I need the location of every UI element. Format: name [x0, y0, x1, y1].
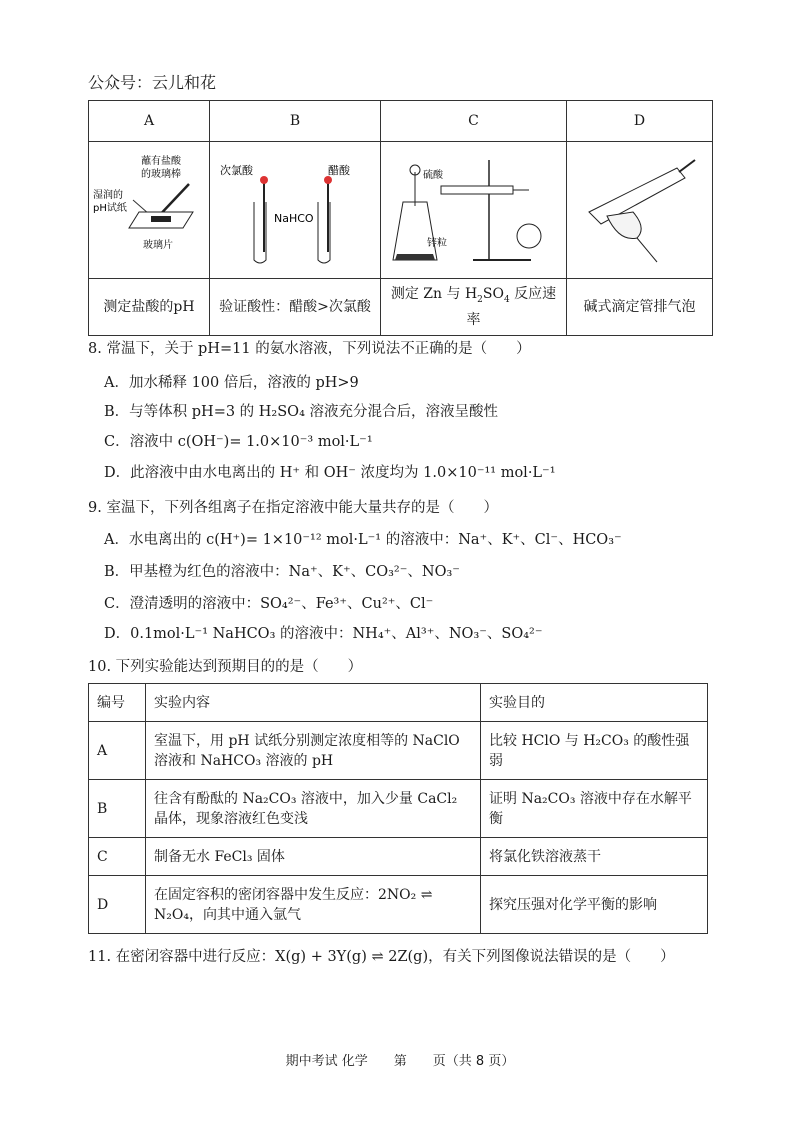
dropper-bulb-right	[324, 176, 332, 184]
row-id: B	[89, 780, 146, 838]
col-header-d: D	[567, 101, 713, 142]
caption-c-sub-2: 4	[503, 294, 510, 305]
q8-option-a: A．加水稀释 100 倍后，溶液的 pH>9	[104, 375, 359, 391]
experiment-table	[88, 683, 708, 934]
q11-stem: 11. 在密闭容器中进行反应：X(g) + 3Y(g) ⇌ 2Z(g)，有关下列图像说法错误的是（ ）	[88, 949, 675, 965]
caption-a: 测定盐酸的pH	[89, 279, 210, 336]
row-content: 室温下，用 pH 试纸分别测定浓度相等的 NaClO 溶液和 NaHCO₃ 溶液的 pH	[146, 722, 481, 780]
table-row	[89, 838, 708, 876]
wrist-line	[637, 238, 657, 262]
label-rod-1: 蘸有盐酸	[141, 156, 181, 167]
label-slide: 玻璃片	[143, 240, 173, 251]
caption-c-part-2: SO	[482, 286, 504, 303]
caption-c-sub-1: 2	[477, 294, 483, 305]
col-header-b: B	[210, 101, 381, 142]
row-purpose: 探究压强对化学平衡的影响	[481, 876, 708, 934]
row-content: 在固定容积的密闭容器中发生反应：2NO₂ ⇌ N₂O₄，向其中通入氩气	[146, 876, 481, 934]
row-purpose: 比较 HClO 与 H₂CO₃ 的酸性强弱	[481, 722, 708, 780]
caption-c-part-3: 反应速率	[466, 286, 557, 328]
label-sulfuric: 硫酸	[423, 170, 443, 181]
header-id: 编号	[89, 684, 146, 722]
label-paper-1: 湿润的	[93, 190, 123, 201]
row-id: D	[89, 876, 146, 934]
table-row	[89, 780, 708, 838]
stopwatch	[517, 224, 541, 248]
q8-option-d: D．此溶液中由水电离出的 H⁺ 和 OH⁻ 浓度均为 1.0×10⁻¹¹ mol·L⁻¹	[104, 465, 556, 481]
figure-b-cell	[210, 142, 381, 279]
dropper-bulb-left	[260, 176, 268, 184]
caption-c	[381, 279, 567, 336]
row-content: 制备无水 FeCl₃ 固体	[146, 838, 481, 876]
burette-figure	[567, 142, 712, 274]
label-zinc: 锌粒	[427, 238, 447, 249]
label-rod-2: 的玻璃棒	[141, 169, 181, 180]
acid-test-figure	[210, 142, 380, 274]
q10-stem: 10. 下列实验能达到预期目的的是（ ）	[88, 659, 363, 675]
hand	[607, 212, 641, 239]
col-header-c: C	[381, 101, 567, 142]
page-header: 公众号：云儿和花	[88, 73, 217, 92]
q9-option-b: B．甲基橙为红色的溶液中：Na⁺、K⁺、CO₃²⁻、NO₃⁻	[104, 564, 460, 580]
apparatus-table	[88, 100, 713, 336]
table-row	[89, 876, 708, 934]
syringe	[441, 186, 513, 194]
figure-d-cell	[567, 142, 713, 279]
label-nahco3: NaHCO	[274, 212, 314, 225]
q9-option-d: D．0.1mol·L⁻¹ NaHCO₃ 的溶液中：NH₄⁺、Al³⁺、NO₃⁻、SO₄²⁻	[104, 626, 543, 642]
burette-tube	[589, 168, 685, 224]
row-content: 往含有酚酞的 Na₂CO₃ 溶液中，加入少量 CaCl₂ 晶体，现象溶液红色变浅	[146, 780, 481, 838]
header-content: 实验内容	[146, 684, 481, 722]
reaction-rate-figure	[381, 142, 566, 274]
label-paper-2: pH试纸	[93, 203, 127, 214]
caption-d: 碱式滴定管排气泡	[567, 279, 713, 336]
table-row	[89, 722, 708, 780]
header-purpose: 实验目的	[481, 684, 708, 722]
caption-c-part-1: 测定 Zn 与 H	[390, 286, 478, 303]
burette-tip	[679, 160, 695, 172]
flask	[393, 202, 437, 260]
row-id: A	[89, 722, 146, 780]
q9-option-a: A．水电离出的 c(H⁺)= 1×10⁻¹² mol·L⁻¹ 的溶液中：Na⁺、K⁺、Cl⁻、HCO₃⁻	[104, 532, 622, 548]
ph-paper-figure	[89, 142, 209, 274]
figure-c-cell	[381, 142, 567, 279]
q8-option-b: B．与等体积 pH=3 的 H₂SO₄ 溶液充分混合后，溶液呈酸性	[104, 404, 498, 420]
label-hclo: 次氯酸	[220, 164, 253, 177]
label-acetic: 醋酸	[328, 164, 350, 177]
row-purpose: 将氯化铁溶液蒸干	[481, 838, 708, 876]
col-header-a: A	[89, 101, 210, 142]
row-purpose: 证明 Na₂CO₃ 溶液中存在水解平衡	[481, 780, 708, 838]
zinc-granules	[395, 254, 435, 260]
q9-stem: 9. 室温下，下列各组离子在指定溶液中能大量共存的是（ ）	[88, 500, 498, 516]
figure-a-cell	[89, 142, 210, 279]
q9-option-c: C．澄清透明的溶液中：SO₄²⁻、Fe³⁺、Cu²⁺、Cl⁻	[104, 596, 434, 612]
caption-b: 验证酸性：醋酸>次氯酸	[210, 279, 381, 336]
page-footer: 期中考试 化学 第 页（共 8 页）	[285, 1054, 515, 1069]
row-id: C	[89, 838, 146, 876]
q8-stem: 8. 常温下，关于 pH=11 的氨水溶液，下列说法不正确的是（ ）	[88, 341, 531, 357]
ph-paper-strip	[151, 216, 171, 222]
q8-option-c: C．溶液中 c(OH⁻)= 1.0×10⁻³ mol·L⁻¹	[104, 434, 373, 450]
